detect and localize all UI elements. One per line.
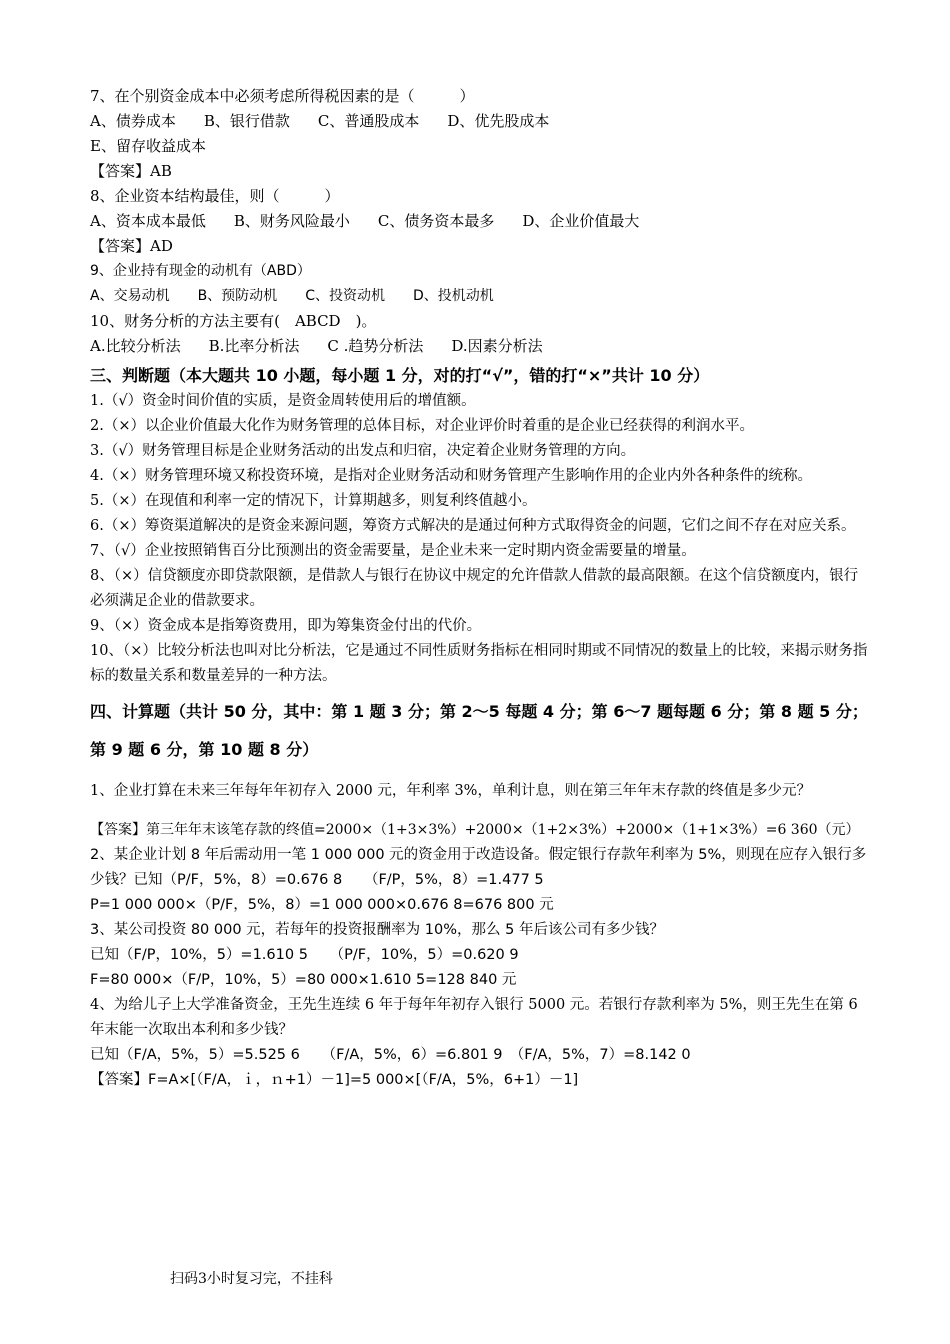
judge-item-9: 9、（×）资金成本是指筹资费用，即为筹集资金付出的代价。 — [90, 618, 482, 634]
question-9: 9、企业持有现金的动机有（ABD） — [90, 263, 311, 279]
judge-item-3: 3.（√）财务管理目标是企业财务活动的出发点和归宿，决定着企业财务管理的方向。 — [90, 443, 636, 459]
section-4-title: 四、计算题（共计 50 分，其中：第 1 题 3 分；第 2～5 每题 4 分；第 6～7 题每题 6 分；第 8 题 5 分；第 9 题 6 分，第 10 题 8 分） — [90, 702, 868, 759]
judge-item-8: 8、（×）信贷额度亦即贷款限额，是借款人与银行在协议中规定的允许借款人借款的最高限额。在这个信贷额度内，银行必须满足企业的借款要求。 — [90, 568, 859, 609]
calc-question-3: 3、某公司投资 80 000 元，若每年的投资报酬率为 10%，那么 5 年后该公司有多少钱？ — [90, 922, 664, 938]
option: C、债务资本最多 — [377, 212, 495, 230]
answer-8: 【答案】AD — [90, 237, 173, 255]
section-3-title: 三、判断题（本大题共 10 小题，每小题 1 分，对的打“√”，错的打“×”共计 10 分） — [90, 366, 710, 385]
judge-item-5: 5.（×）在现值和利率一定的情况下，计算期越多，则复利终值越小。 — [90, 493, 537, 509]
option: C、投资动机 — [305, 288, 385, 304]
option: D、优先股成本 — [447, 112, 550, 130]
judge-item-2: 2.（×）以企业价值最大化作为财务管理的总体目标，对企业评价时着重的是企业已经获得的利润水平。 — [90, 418, 754, 434]
option: A、交易动机 — [90, 288, 170, 304]
option: B、银行借款 — [203, 112, 290, 130]
question-8-options — [90, 209, 870, 234]
footer-promo: 扫码3小时复习完，不挂科 — [170, 1271, 333, 1287]
option: D、投机动机 — [412, 288, 494, 304]
calc-question-3-given: 已知（F/P，10%，5）=1.610 5 （P/F，10%，5）=0.620 9 — [90, 947, 519, 963]
answer-7: 【答案】AB — [90, 162, 172, 180]
question-10: 10、财务分析的方法主要有( ABCD )。 — [90, 312, 377, 330]
option: A、资本成本最低 — [90, 212, 206, 230]
judge-item-10: 10、（×）比较分析法也叫对比分析法，它是通过不同性质财务指标在相同时期或不同情况的数量上的比较，来揭示财务指标的数量关系和数量差异的一种方法。 — [90, 643, 868, 684]
option: E、留存收益成本 — [90, 137, 206, 155]
option: B.比率分析法 — [208, 337, 300, 355]
option: D.因素分析法 — [451, 337, 543, 355]
option: C .趋势分析法 — [327, 337, 424, 355]
question-8: 8、企业资本结构最佳，则（ ） — [90, 187, 340, 205]
calc-answer-3: F=80 000×（F/P，10%，5）=80 000×1.610 5=128 840 元 — [90, 972, 517, 988]
calc-question-4: 4、为给儿子上大学准备资金，王先生连续 6 年于每年年初存入银行 5000 元。若银行存款利率为 5%，则王先生在第 6 年末能一次取出本利和多少钱？ — [90, 997, 858, 1038]
option: A.比较分析法 — [90, 337, 181, 355]
document-page — [90, 84, 870, 1093]
judge-item-7: 7、（√）企业按照销售百分比预测出的资金需要量，是企业未来一定时期内资金需要量的增量。 — [90, 543, 696, 559]
calc-question-2: 2、某企业计划 8 年后需动用一笔 1 000 000 元的资金用于改造设备。假定银行存款年利率为 5%，则现在应存入银行多少钱？已知（P/F，5%，8）=0.676 8 （F/P，5%，8）=1.477 5 — [90, 847, 867, 888]
calc-answer-2: P=1 000 000×（P/F，5%，8）=1 000 000×0.676 8=676 800 元 — [90, 897, 554, 913]
option: D、企业价值最大 — [522, 212, 640, 230]
question-7-options — [90, 109, 870, 134]
option: C、普通股成本 — [317, 112, 420, 130]
option: B、财务风险最小 — [233, 212, 350, 230]
judge-item-1: 1.（√）资金时间价值的实质，是资金周转使用后的增值额。 — [90, 393, 476, 409]
calc-answer-4: 【答案】F=A×[（F/A，ｉ，ｎ+1）－1]=5 000×[（F/A，5%，6+1）－1] — [90, 1072, 579, 1088]
judge-item-4: 4.（×）财务管理环境又称投资环境，是指对企业财务活动和财务管理产生影响作用的企业内外各种条件的统称。 — [90, 468, 812, 484]
calc-answer-1: 【答案】第三年年末该笔存款的终值=2000×（1+3×3%）+2000×（1+2×3%）+2000×（1+1×3%）=6 360（元） — [90, 822, 860, 838]
question-9-options — [90, 284, 870, 309]
judge-item-6: 6.（×）筹资渠道解决的是资金来源问题，筹资方式解决的是通过何种方式取得资金的问题，它们之间不存在对应关系。 — [90, 518, 856, 534]
calc-question-1: 1、企业打算在未来三年每年年初存入 2000 元，年利率 3%，单利计息，则在第三年年末存款的终值是多少元？ — [90, 783, 811, 799]
calc-question-4-given: 已知（F/A，5%，5）=5.525 6 （F/A，5%，6）=6.801 9 （F/A，5%，7）=8.142 0 — [90, 1047, 691, 1063]
question-7: 7、在个别资金成本中必须考虑所得税因素的是（ ） — [90, 87, 475, 105]
option: B、预防动机 — [197, 288, 278, 304]
option: A、债券成本 — [90, 112, 176, 130]
question-10-options — [90, 334, 870, 359]
